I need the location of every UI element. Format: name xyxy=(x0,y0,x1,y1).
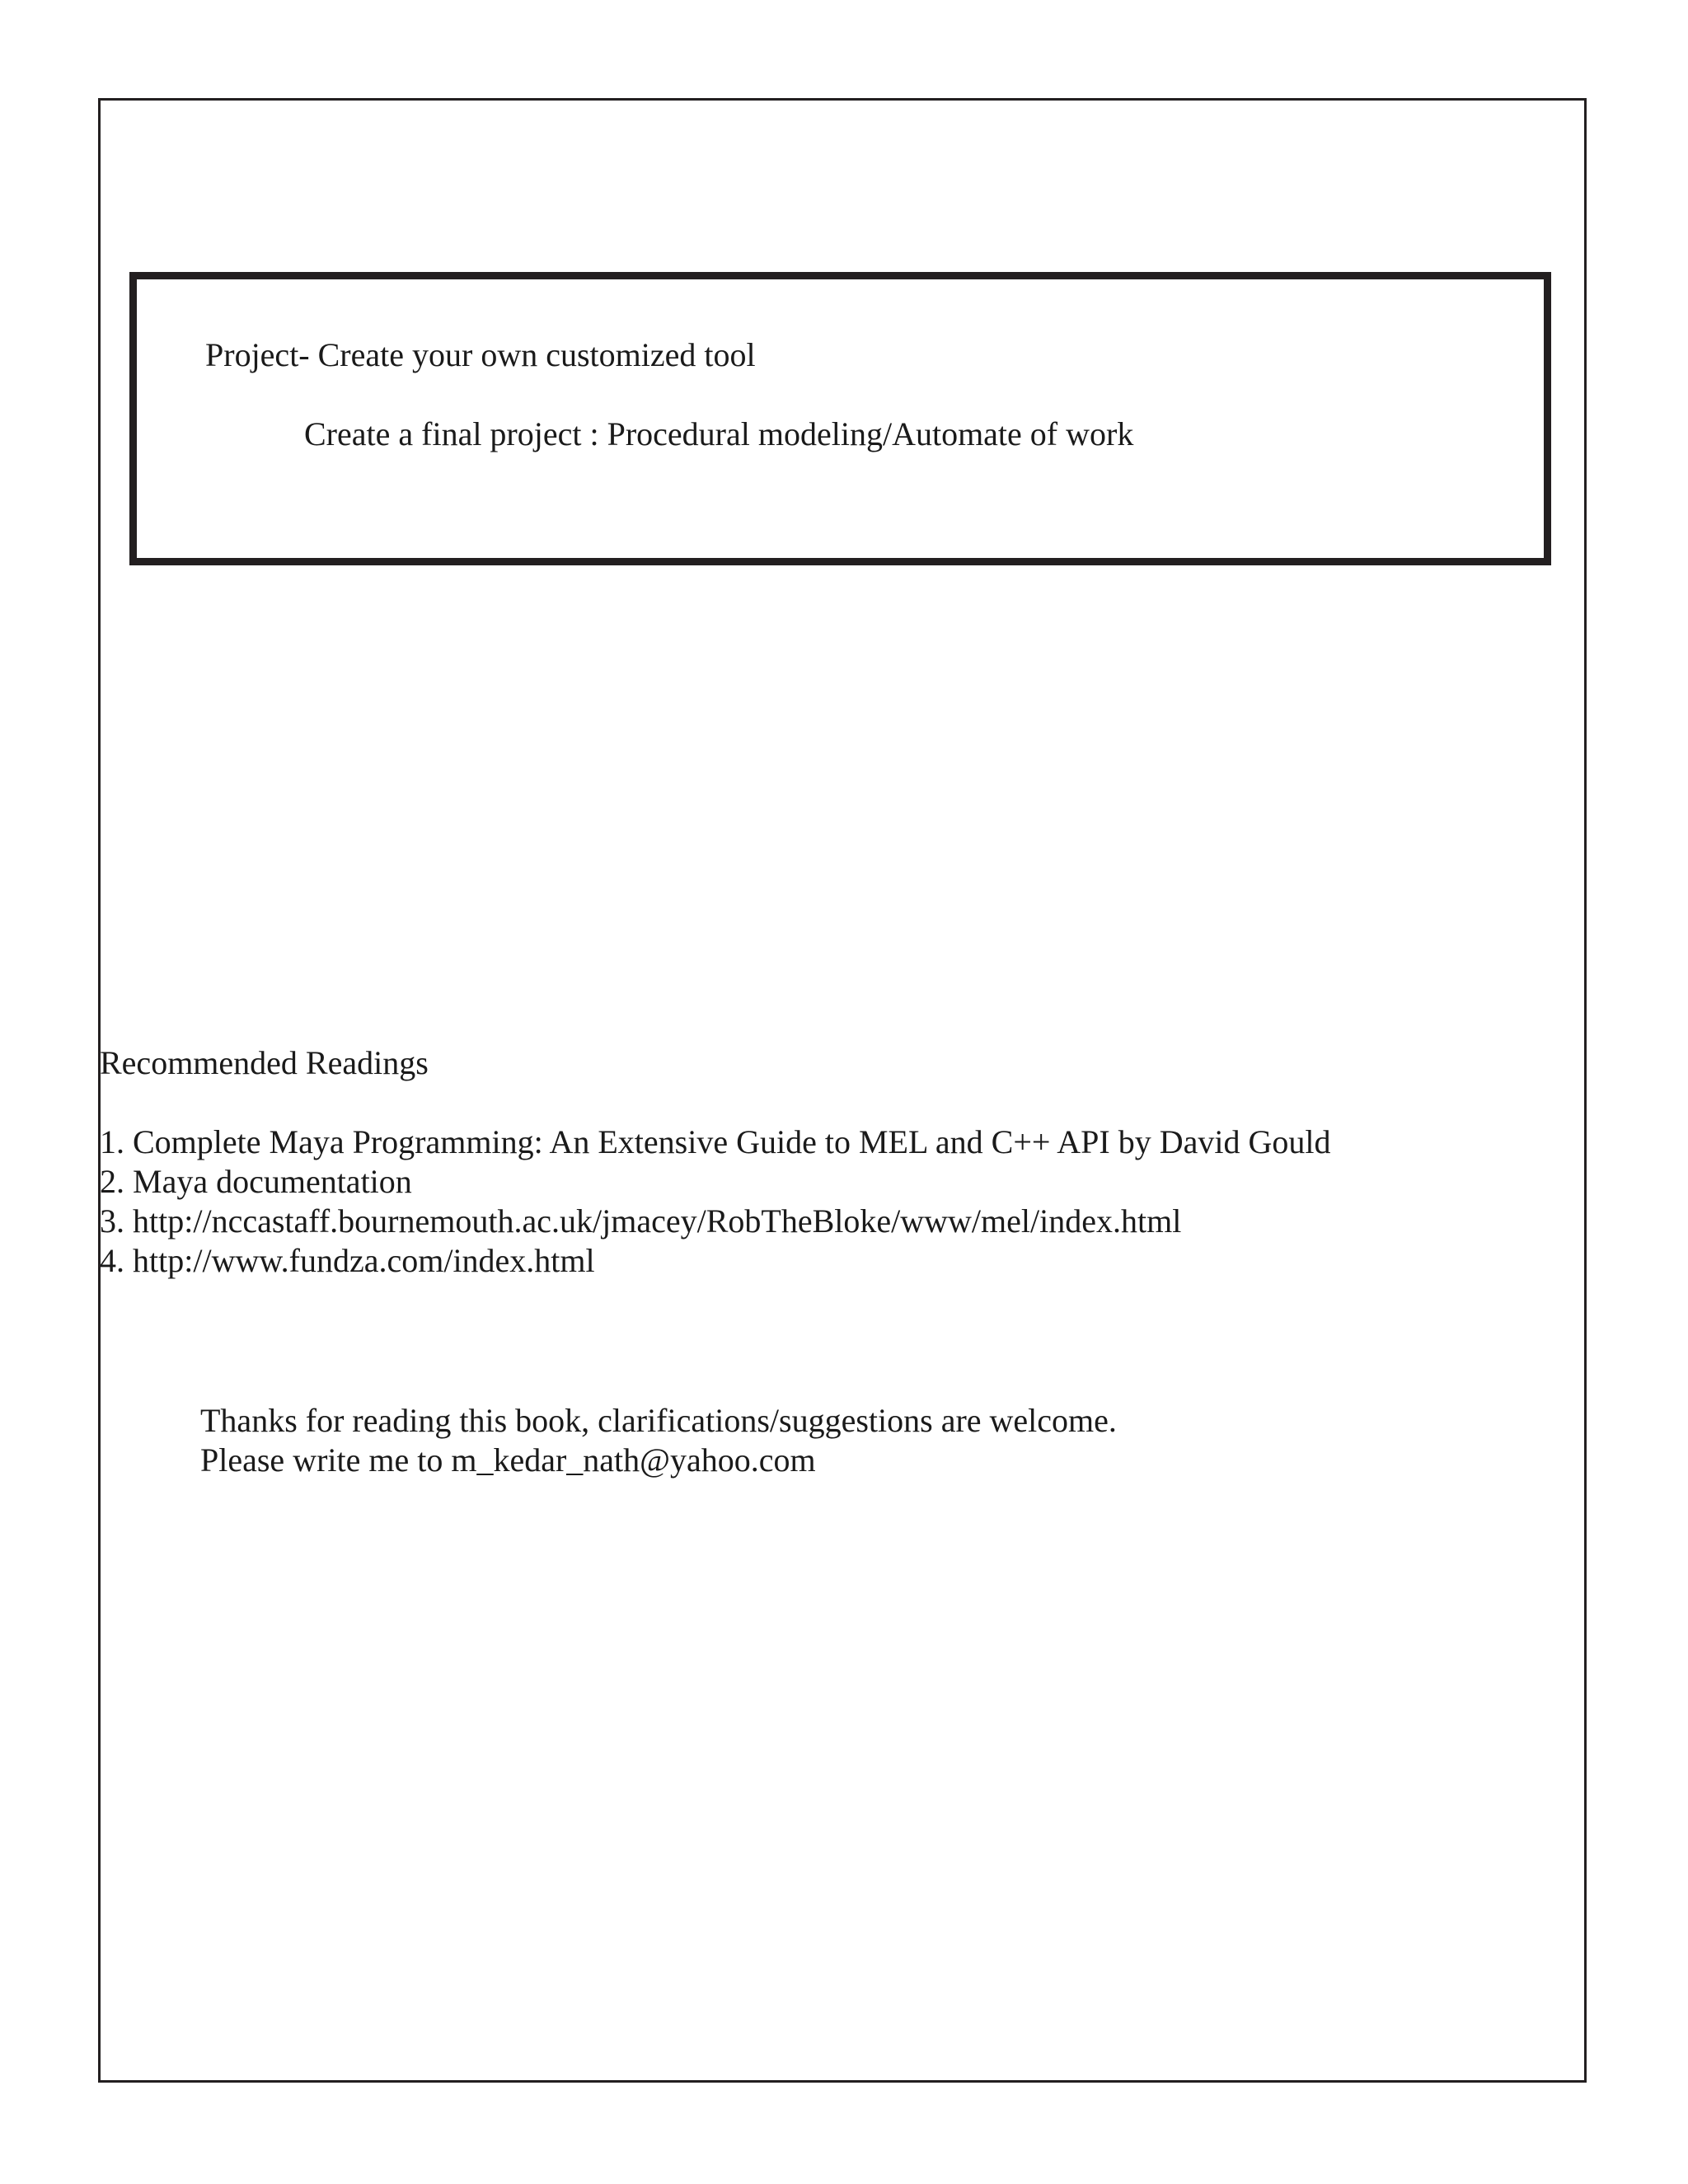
closing-note xyxy=(200,1401,1117,1480)
project-box xyxy=(129,272,1551,565)
reading-item-4: 4. http://www.fundza.com/index.html xyxy=(100,1242,595,1279)
readings-heading: Recommended Readings xyxy=(100,1044,429,1081)
project-title: Project- Create your own customized tool xyxy=(205,336,756,373)
thanks-text: Thanks for reading this book, clarifications/suggestions are welcome. xyxy=(200,1402,1117,1439)
reading-item-3: 3. http://nccastaff.bournemouth.ac.uk/jmacey/RobTheBloke/www/mel/index.html xyxy=(100,1202,1182,1240)
project-subtitle: Create a final project : Procedural modeling/Automate of work xyxy=(304,415,1134,452)
contact-text: Please write me to m_kedar_nath@yahoo.com xyxy=(200,1441,816,1479)
reading-item-1: 1. Complete Maya Programming: An Extensive Guide to MEL and C++ API by David Gould xyxy=(100,1123,1331,1160)
recommended-readings-section xyxy=(100,1043,1330,1281)
readings-list xyxy=(100,1122,1330,1281)
reading-item-2: 2. Maya documentation xyxy=(100,1163,412,1200)
